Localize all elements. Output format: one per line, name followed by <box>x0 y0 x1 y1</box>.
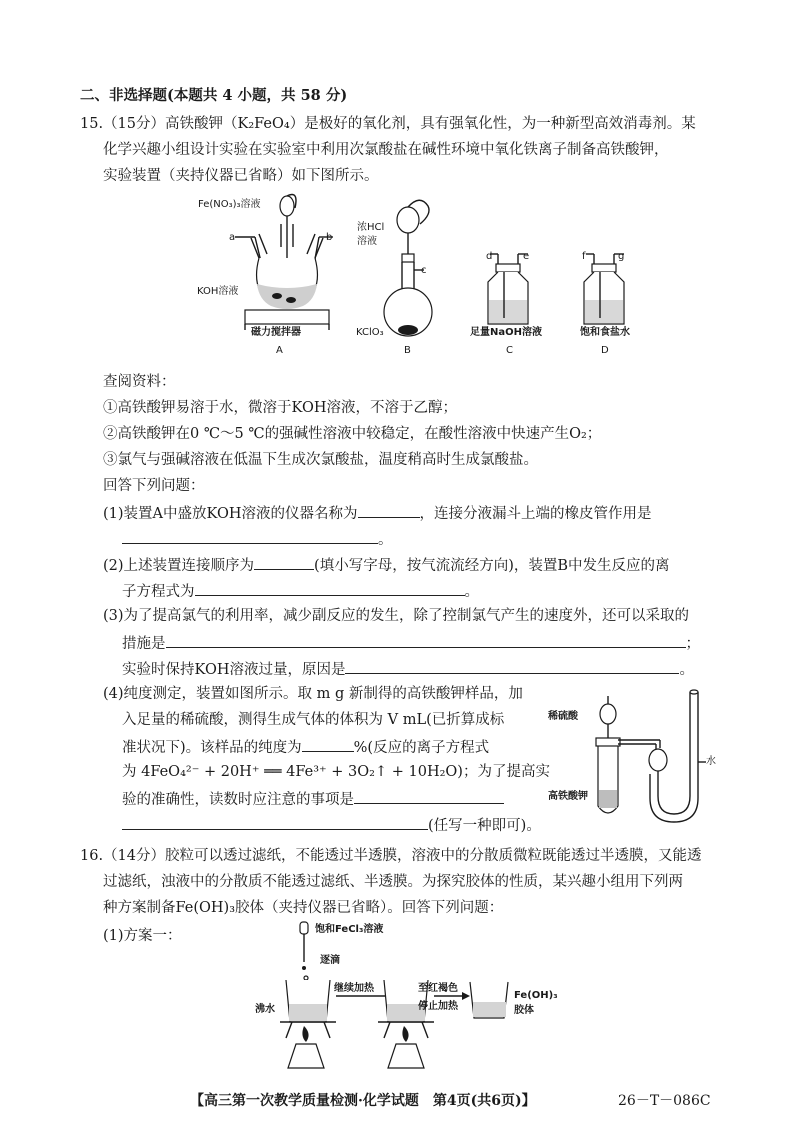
q15-p4-line-4: 为 4FeO₄²⁻ + 20H⁺ ══ 4Fe³⁺ + 3O₂↑ + 10H₂O)；为了提高实 <box>122 764 550 780</box>
q15-p1-end: 。 <box>378 532 393 548</box>
label-boiling-water: 沸水 <box>255 1004 275 1015</box>
q15-p4-text-5: 验的准确性，读数时应注意的事项是 <box>122 792 354 808</box>
q15-p4-line-1: (4)纯度测定，装置如图所示。取 m g 新制得的高铁酸钾样品，加 <box>103 686 523 702</box>
q15-p2-text-b: (填小写字母，按气流流经方向)，装置B中发生反应的离 <box>314 558 670 574</box>
label-dilute-h2so4: 稀硫酸 <box>548 711 578 722</box>
q16-line-2: 过滤纸，浊液中的分散质不能透过滤纸、半透膜。为探究胶体的性质，某兴趣小组用下列两 <box>103 874 683 890</box>
label-port-e: e <box>523 251 530 262</box>
footer-title: 【高三第一次教学质量检测·化学试题 第4页(共6页)】 <box>190 1093 536 1109</box>
section-heading: 二、非选择题(本题共 4 小题，共 58 分) <box>80 87 348 104</box>
label-until-red-brown: 至红褐色 <box>418 983 458 994</box>
blank-reading-notes-cont[interactable] <box>122 814 428 830</box>
blank-measure[interactable] <box>166 632 686 648</box>
q15-p3-text-c: 实验时保持KOH溶液过量，原因是 <box>122 662 346 678</box>
label-port-c: c <box>421 265 427 276</box>
label-dropwise: 逐滴 <box>320 955 340 966</box>
apparatus-a-drawing <box>215 192 335 332</box>
q16-line-3: 种方案制备Fe(OH)₃胶体（夹持仪器已省略）。回答下列问题： <box>103 900 504 916</box>
q16-line-1: 16.（14分）胶粒可以透过滤纸，不能透过半透膜，溶液中的分散质微粒既能透过半透膜，又能透 <box>80 848 702 864</box>
blank-purity[interactable] <box>302 736 354 752</box>
label-koh-solution: KOH溶液 <box>197 286 239 297</box>
blank-ionic-equation-b[interactable] <box>195 580 465 596</box>
label-water: 水 <box>706 756 716 767</box>
blank-instrument-name[interactable] <box>358 502 420 518</box>
q15-p4-text-6: (任写一种即可)。 <box>428 818 541 834</box>
q15-part-2-cont <box>122 580 479 602</box>
label-apparatus-a: A <box>276 345 283 356</box>
label-brine: 饱和食盐水 <box>580 327 630 338</box>
label-port-b: b <box>326 232 333 243</box>
q15-part-2 <box>103 554 670 576</box>
label-port-g: g <box>618 251 625 262</box>
q15-p4-line-5 <box>122 788 504 810</box>
label-naoh-solution: 足量NaOH溶液 <box>470 327 542 338</box>
label-colloid: 胶体 <box>514 1005 534 1016</box>
label-potassium-ferrate: 高铁酸钾 <box>548 791 588 802</box>
label-apparatus-c: C <box>506 345 513 356</box>
q15-p1-text-a: (1)装置A中盛放KOH溶液的仪器名称为 <box>103 506 358 522</box>
q15-p3-text-b: 措施是 <box>122 636 166 652</box>
ref-item-3: ③氯气与强碱溶液在低温下生成次氯酸盐，温度稍高时生成氯酸盐。 <box>103 452 538 468</box>
colloid-drawing <box>270 922 530 1072</box>
q15-part-1-cont <box>122 528 393 550</box>
apparatus-c-drawing <box>486 252 536 326</box>
q15-line-1: 15.（15分）高铁酸钾（K₂FeO₄）是极好的氧化剂，具有强氧化性，为一种新型高效消毒剂。某 <box>80 116 696 132</box>
q15-p4-text-3a: 准状况下)。该样品的纯度为 <box>122 740 302 756</box>
label-port-d: d <box>486 251 493 262</box>
label-port-f: f <box>582 251 586 262</box>
label-fe-nitrate: Fe(NO₃)₃溶液 <box>198 199 261 210</box>
footer-code: 26－T－086C <box>618 1093 711 1109</box>
q15-part-1 <box>103 502 652 524</box>
q15-part-3: (3)为了提高氯气的利用率，减少副反应的发生，除了控制氯气产生的速度外，还可以采取的 <box>103 608 690 624</box>
apparatus-b-drawing <box>380 198 450 338</box>
q15-line-3: 实验装置（夹持仪器已省略）如下图所示。 <box>103 168 379 184</box>
ref-title: 查阅资料： <box>103 374 176 390</box>
blank-koh-excess-reason[interactable] <box>345 658 679 674</box>
q15-p3-end: 。 <box>679 662 694 678</box>
label-feoh3: Fe(OH)₃ <box>514 990 558 1001</box>
q15-p3-semicolon: ； <box>685 636 700 652</box>
label-fecl3-solution: 饱和FeCl₃溶液 <box>315 924 384 935</box>
label-apparatus-d: D <box>601 345 609 356</box>
label-hcl-solution: 溶液 <box>357 236 377 247</box>
q15-p4-text-3b: %(反应的离子方程式 <box>353 740 490 756</box>
q16-part-1: (1)方案一： <box>103 928 182 944</box>
answer-prompt: 回答下列问题： <box>103 478 205 494</box>
q15-part-3-reason <box>122 658 694 680</box>
q15-p4-line-6 <box>122 814 541 836</box>
label-apparatus-b: B <box>404 345 411 356</box>
q15-line-2: 化学兴趣小组设计实验在实验室中利用次氯酸盐在碱性环境中氧化铁离子制备高铁酸钾， <box>103 142 669 158</box>
q15-part-3-measure <box>122 632 700 654</box>
apparatus-d-drawing <box>582 252 632 326</box>
blank-reading-notes[interactable] <box>354 788 504 804</box>
q15-p4-line-2: 入足量的稀硫酸，测得生成气体的体积为 V mL(已折算成标 <box>122 712 505 728</box>
label-magnetic-stirrer: 磁力搅拌器 <box>251 327 301 338</box>
q15-p2-text-c: 子方程式为 <box>122 584 195 600</box>
label-stop-heating: 停止加热 <box>418 1001 458 1012</box>
label-kclo3: KClO₃ <box>356 327 384 338</box>
gas-measurement-drawing <box>590 686 720 826</box>
q15-p2-end: 。 <box>464 584 479 600</box>
q15-p2-text-a: (2)上述装置连接顺序为 <box>103 558 255 574</box>
label-continue-heating: 继续加热 <box>334 983 374 994</box>
blank-connection-order[interactable] <box>254 554 314 570</box>
blank-rubber-tube-purpose[interactable] <box>122 528 378 544</box>
ref-item-1: ①高铁酸钾易溶于水，微溶于KOH溶液，不溶于乙醇； <box>103 400 457 416</box>
q15-p4-line-3 <box>122 736 489 758</box>
ref-item-2: ②高铁酸钾在0 ℃～5 ℃的强碱性溶液中较稳定，在酸性溶液中快速产生O₂； <box>103 426 602 442</box>
label-conc-hcl: 浓HCl <box>357 222 385 233</box>
q15-p1-text-b: ，连接分液漏斗上端的橡皮管作用是 <box>419 506 652 522</box>
label-port-a: a <box>229 232 236 243</box>
